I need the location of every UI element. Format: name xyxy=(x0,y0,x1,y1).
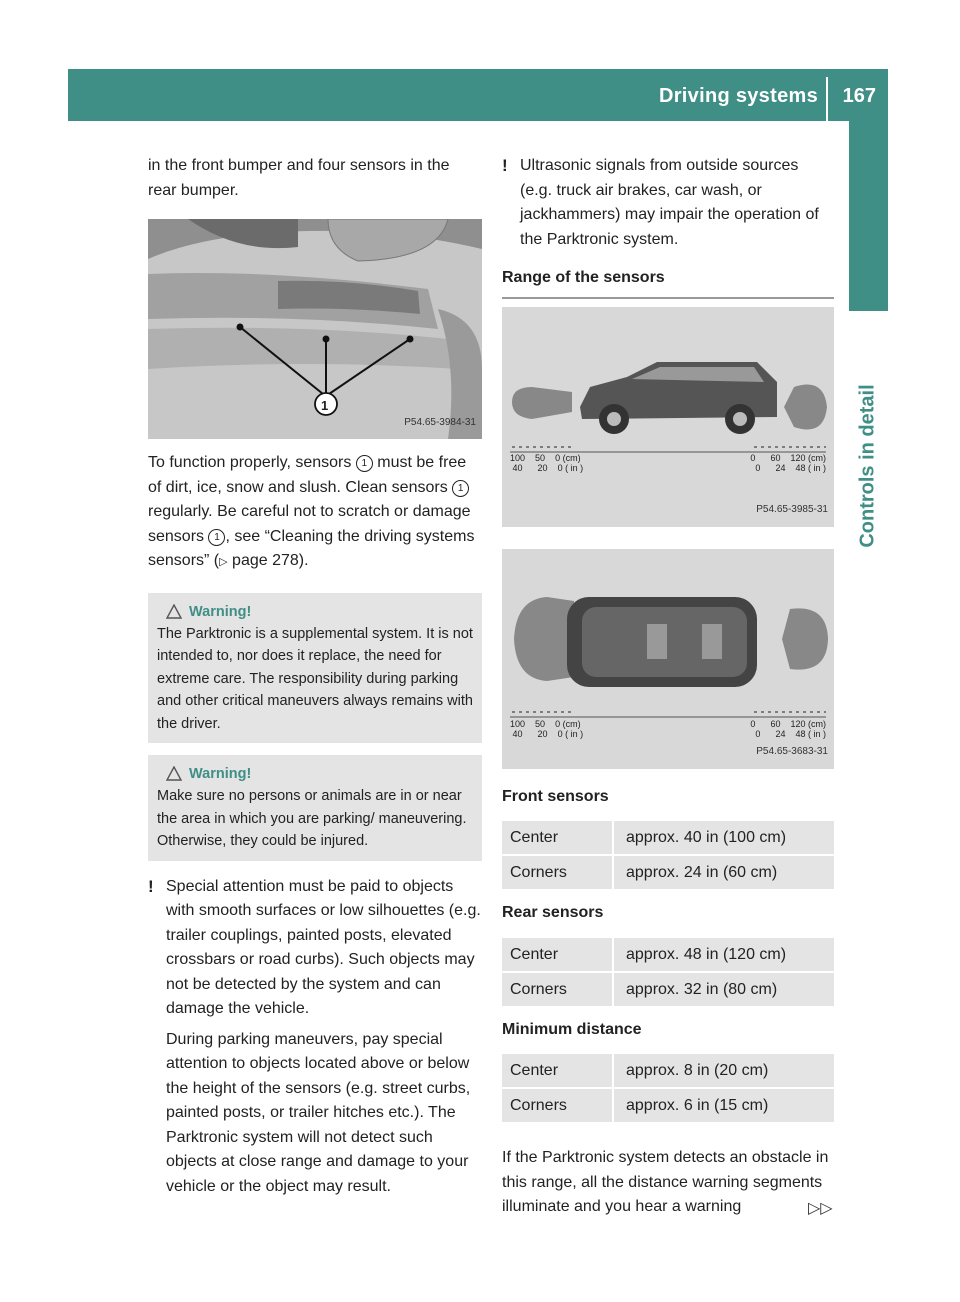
section-title: Driving systems xyxy=(658,85,818,107)
scale-left: 100 50 0 (cm) 40 20 0 ( in ) xyxy=(510,452,584,473)
table-row: Corners approx. 6 in (15 cm) xyxy=(502,1089,834,1122)
figure-code: P54.65-3985-31 xyxy=(756,504,828,515)
warning-triangle-icon xyxy=(166,766,182,781)
closing-text: If the Parktronic system detects an obstacle in this range, all the distance warning segments illuminate and you hear a warning xyxy=(502,1149,829,1215)
note-mark-icon: ! xyxy=(148,876,154,896)
rear-sensors-heading: Rear sensors xyxy=(502,904,604,921)
warning-text: Make sure no persons or animals are in or near the area in which you are parking/ maneuvering. Otherwise, they could be injured. xyxy=(157,788,467,849)
front-sensors-heading: Front sensors xyxy=(502,787,609,805)
rear-sensors-table xyxy=(502,938,834,1006)
callout-marker: 1 xyxy=(208,529,225,546)
figure-code: P54.65-3683-31 xyxy=(756,746,828,757)
warning-triangle-icon xyxy=(166,604,182,619)
warning-title: Warning! xyxy=(189,766,252,782)
figure-code: P54.65-3984-31 xyxy=(404,416,476,428)
warning-box-1 xyxy=(148,593,482,744)
front-sensors-table xyxy=(502,821,834,889)
minimum-distance-table xyxy=(502,1054,834,1122)
minimum-distance-heading: Minimum distance xyxy=(502,1020,642,1038)
callout-marker: 1 xyxy=(356,455,373,472)
warning-text: The Parktronic is a supplemental system. It is not intended to, nor does it replace, the need for extreme care. The responsibility during parking and other critical maneuvers always remains with the driver. xyxy=(157,625,473,732)
callout-marker: 1 xyxy=(452,480,469,497)
table-row: Center approx. 8 in (20 cm) xyxy=(502,1054,834,1087)
note-text: During parking maneuvers, pay special attention to objects located above or below the height of the sensors (e.g. street curbs, painted posts, or trailer hitches etc.). The Parktronic system will not detect such objects at close range and damage to your vehicle or the object may result. xyxy=(166,1030,471,1195)
figure-callout: 1 xyxy=(321,398,329,413)
side-view-illustration xyxy=(502,307,834,527)
scale-right: 0 60 120 (cm) 0 24 48 ( in ) xyxy=(750,718,826,739)
note-low-objects xyxy=(148,875,482,1200)
warning-box-2 xyxy=(148,755,482,861)
table-row: Corners approx. 24 in (60 cm) xyxy=(502,856,834,889)
continue-marker-icon: ▷▷ xyxy=(808,1200,833,1217)
table-row: Corners approx. 32 in (80 cm) xyxy=(502,973,834,1006)
sensor-care-text: To function properly, sensors 1 must be free of dirt, ice, snow and slush. Clean sensors 1 regularly. Be careful not to scratch or damage sensors 1 , see “Cleaning the driving systems sensors” (▷ page 278). xyxy=(148,454,475,569)
header-bar xyxy=(68,69,888,121)
table-row: Center approx. 40 in (100 cm) xyxy=(502,821,834,854)
page-reference-link[interactable]: page 278). xyxy=(232,552,309,569)
scale-left: 100 50 0 (cm) 40 20 0 ( in ) xyxy=(510,718,584,739)
chapter-tab xyxy=(849,121,888,311)
left-column xyxy=(148,154,482,1199)
scale-right: 0 60 120 (cm) 0 24 48 ( in ) xyxy=(750,452,826,473)
note-text: Special attention must be paid to objects with smooth surfaces or low silhouettes (e.g. trailer couplings, painted posts, elevated crossbars or road curbs). Such objects may not be detected by the system and can damage the vehicle. xyxy=(166,877,481,1017)
top-view-figure xyxy=(502,549,834,769)
front-bumper-illustration xyxy=(148,219,482,439)
page-number: 167 xyxy=(842,85,876,107)
front-bumper-figure xyxy=(148,219,482,439)
table-row: Center approx. 48 in (120 cm) xyxy=(502,938,834,971)
note-text: Ultrasonic signals from outside sources (e.g. truck air brakes, car wash, or jackhammers) may impair the operation of the Parktronic system. xyxy=(520,157,819,248)
note-mark-icon: ! xyxy=(502,156,508,175)
warning-title: Warning! xyxy=(189,603,252,620)
side-view-figure xyxy=(502,307,834,527)
intro-text: in the front bumper and four sensors in the rear bumper. xyxy=(148,157,450,199)
page-ref-arrow-icon: ▷ xyxy=(219,556,228,568)
right-column xyxy=(502,154,834,1220)
note-ultrasonic xyxy=(502,154,834,252)
header-divider xyxy=(826,77,828,121)
range-heading: Range of the sensors xyxy=(502,266,834,299)
chapter-title: Controls in detail xyxy=(856,384,879,548)
